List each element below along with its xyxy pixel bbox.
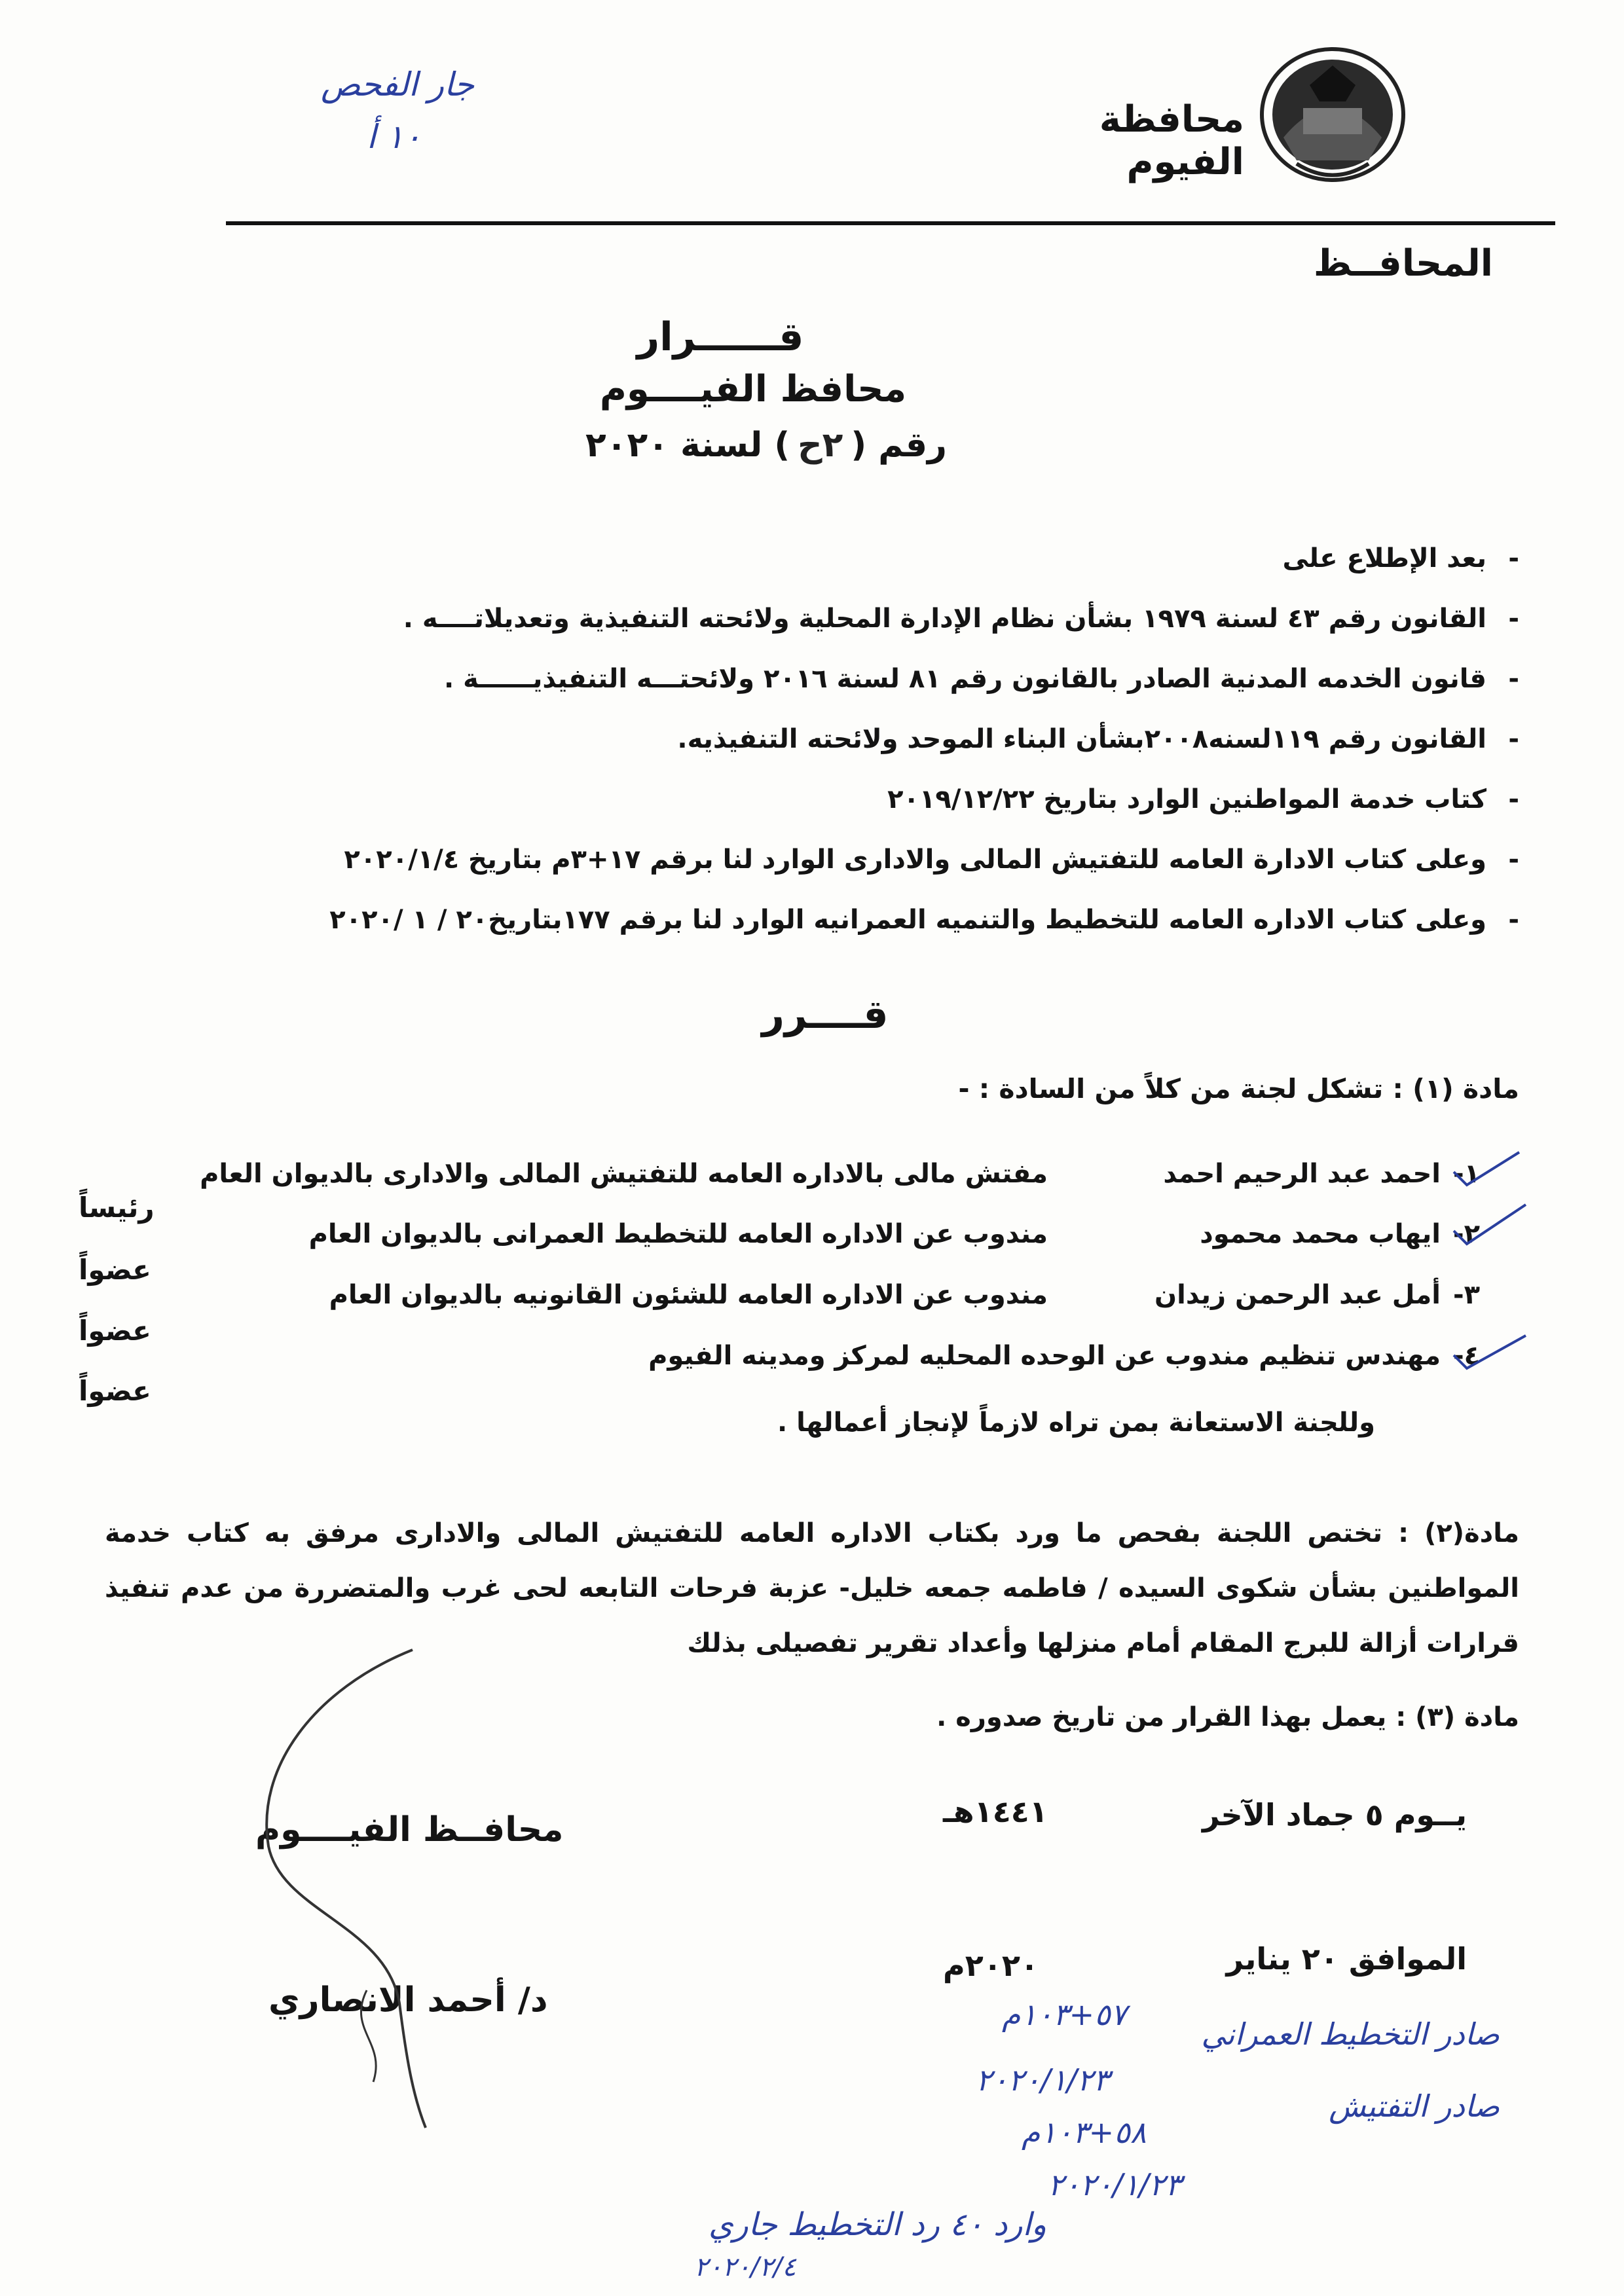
signatory-title: محافــظ الفيــــوم: [255, 1810, 564, 1850]
header-divider: [226, 221, 1555, 225]
gregorian-date: الموافق ٢٠ يناير: [1226, 1941, 1467, 1977]
preamble-item: - قانون الخدمه المدنية الصادر بالقانون رقم ٨١ لسنة ٢٠١٦ ولائحتـــه التنفيذيــــــة .: [111, 664, 1519, 694]
governorate-name: محافظة الفيوم: [1099, 98, 1244, 183]
member-number: ٣-: [1452, 1280, 1480, 1310]
committee-member: [131, 1159, 1480, 1192]
member-role: مندوب عن الاداره العامه للتخطيط العمرانى بالديوان العام: [308, 1219, 1048, 1249]
handwritten-ref: ٥٧+١٠٣م: [1002, 1997, 1127, 2032]
committee-member: [131, 1219, 1480, 1252]
member-position: عضواً: [79, 1315, 151, 1347]
preamble-list: [111, 543, 1519, 965]
member-position: عضواً: [79, 1254, 151, 1286]
member-number: ٤-: [1452, 1341, 1480, 1371]
member-number: ١-: [1452, 1159, 1480, 1189]
member-number: ٢-: [1452, 1219, 1480, 1249]
article-1-label: مادة (١) : تشكل لجنة من كلاً من السادة : -: [958, 1073, 1519, 1104]
governorate-seal-icon: [1257, 39, 1408, 190]
member-position: رئيساً: [79, 1192, 155, 1224]
preamble-item: - كتاب خدمة المواطنين الوارد بتاريخ ٢٠١٩/١٢/٢٢: [111, 784, 1519, 814]
preamble-item: - بعد الإطلاع على: [111, 543, 1519, 574]
preamble-item: - وعلى كتاب الاداره العامه للتخطيط والتنميه العمرانيه الوارد لنا برقم ١٧٧بتاريخ٢٠ / ١ /٢٠٢٠: [111, 905, 1519, 935]
article-3: مادة (٣) : يعمل بهذا القرار من تاريخ صدوره .: [936, 1702, 1519, 1732]
handwritten-footer-note: وارد ٤٠ رد التخطيط جاري: [708, 2206, 1047, 2243]
gregorian-year: ٢٠٢٠م: [943, 1948, 1039, 1983]
decree-title: قــــــرار: [637, 314, 804, 360]
member-name: مهندس تنظيم مندوب عن الوحده المحليه لمركز ومدينه الفيوم: [648, 1341, 1441, 1371]
member-position: عضواً: [79, 1375, 151, 1407]
decree-number-value: ٢ح: [798, 426, 843, 465]
handwritten-note: جار الفحص: [321, 65, 475, 103]
preamble-item: - القانون رقم ١١٩لسنه٢٠٠٨بشأن البناء الموحد ولائحته التنفيذيه.: [111, 724, 1519, 754]
office-title: المحافــظ: [1313, 242, 1493, 285]
article-2: مادة(٢) : تختص اللجنة بفحص ما ورد بكتاب الاداره العامه للتفتيش المالى والادارى مرفق به كتاب خدمة المواطنين بشأن شكوى السيده / فاطمه جمعه خليل- عزبة فرحات التابعه لحى غرب والمتضررة من عدم تنفيذ قرارات أزالة للبرج المقام أمام منزلها وأعداد تقرير تفصيلى بذلك: [105, 1518, 1519, 1658]
handwritten-note-ref: ١٠ أ: [367, 118, 422, 156]
handwritten-stamp: صادر التخطيط العمراني: [1201, 2016, 1500, 2052]
decree-number-prefix: رقم (: [851, 426, 947, 465]
member-role: مندوب عن الاداره العامه للشئون القانونيه بالديوان العام: [329, 1280, 1048, 1310]
handwritten-date: ٢٠٢٠/١/٢٣: [1048, 2167, 1181, 2202]
member-role: مفتش مالى بالاداره العامه للتفتيش المالى والادارى بالديوان العام: [200, 1159, 1048, 1189]
signature-scribble-icon: [216, 1637, 491, 2134]
handwritten-ref: ٥٨+١٠٣م: [1022, 2115, 1147, 2150]
handwritten-date: ٢٠٢٠/١/٢٣: [976, 2062, 1109, 2098]
decree-number-suffix: ) لسنة ٢٠٢٠: [585, 426, 790, 465]
preamble-item: - القانون رقم ٤٣ لسنة ١٩٧٩ بشأن نظام الإدارة المحلية ولائحته التنفيذية وتعديلاتــــه .: [111, 604, 1519, 634]
signatory-name: د/ أحمد الانصاري: [268, 1980, 548, 2020]
hijri-year: ١٤٤١هـ: [943, 1794, 1048, 1829]
member-name: أمل عبد الرحمن زيدان: [1154, 1280, 1441, 1310]
decree-issuer: محافظ الفيــــوم: [599, 368, 907, 410]
committee-note: وللجنة الاستعانة بمن تراه لازماً لإنجاز أعمالها .: [777, 1408, 1375, 1438]
committee-member: [131, 1341, 1480, 1374]
committee-member: [131, 1280, 1480, 1313]
handwritten-footer-date: ٢٠٢٠/٢/٤: [694, 2252, 796, 2282]
hijri-date: يــوم ٥ جماد الآخر: [1202, 1797, 1467, 1832]
decree-number: [537, 426, 995, 465]
decision-heading: قــــرر: [762, 992, 889, 1038]
handwritten-stamp: صادر التفتيش: [1329, 2088, 1500, 2124]
handwritten-check-icons: [1441, 1146, 1532, 1394]
member-name: احمد عبد الرحيم احمد: [1163, 1159, 1441, 1189]
preamble-item: - وعلى كتاب الادارة العامه للتفتيش المالى والادارى الوارد لنا برقم ١٧+٣م بتاريخ ٢٠٢٠/١/٤: [111, 845, 1519, 875]
member-name: ايهاب محمد محمود: [1200, 1219, 1441, 1249]
